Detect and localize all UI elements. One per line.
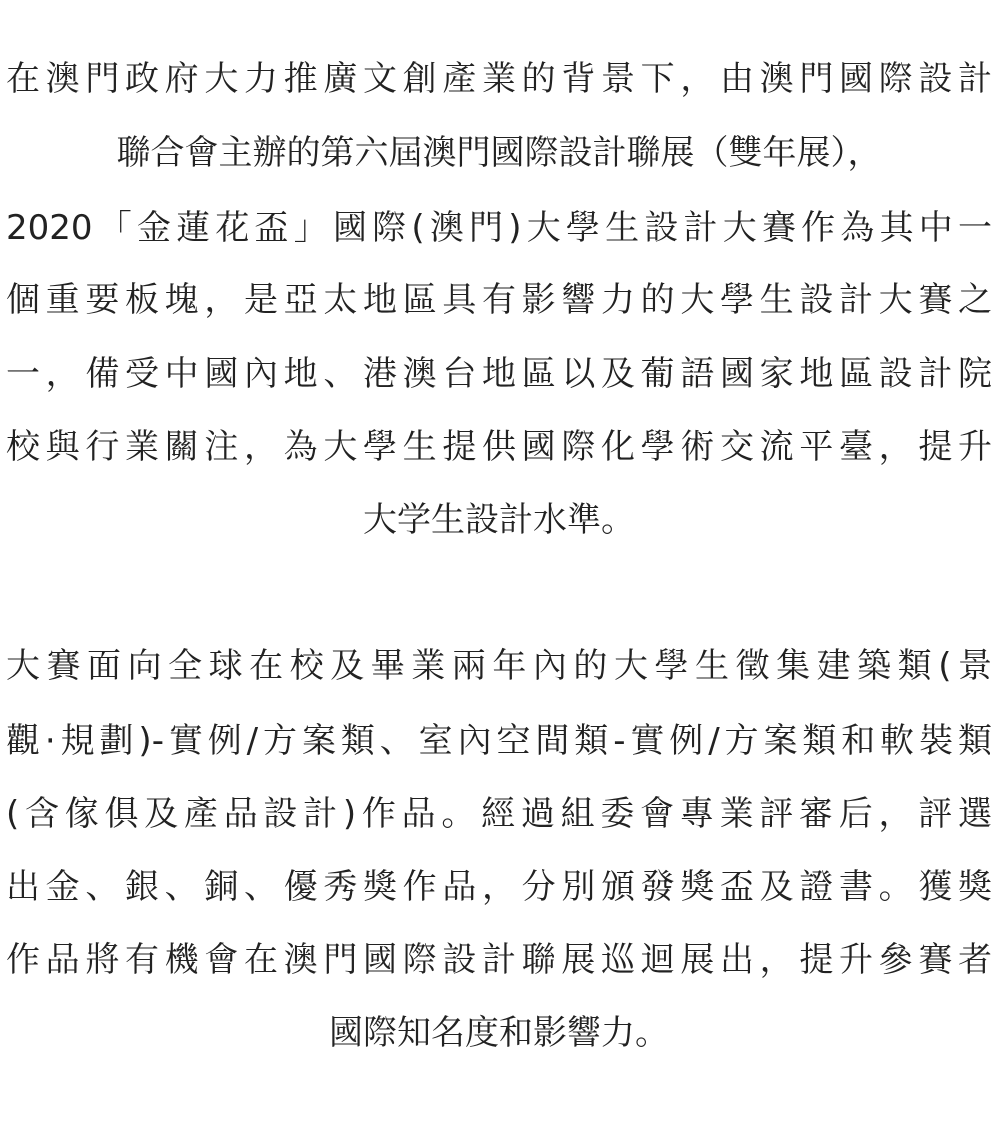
text-line: 大賽面向全球在校及畢業兩年內的大學生徵集建築類(景 (6, 646, 992, 686)
text-line: 個重要板塊，是亞太地區具有影響力的大學生設計大賽之 (6, 280, 992, 320)
text-line: 聯合會主辦的第六屆澳門國際設計聯展（雙年展）， (116, 133, 882, 173)
text-line: 作品將有機會在澳門國際設計聯展巡迴展出，提升參賽者 (6, 940, 992, 980)
text-line: 大学生設計水準。 (363, 500, 635, 540)
text-line: 出金、銀、銅、優秀獎作品，分別頒發獎盃及證書。獲獎 (6, 867, 992, 907)
text-line: 校與行業關注，為大學生提供國際化學術交流平臺，提升 (6, 427, 992, 467)
text-line: 一，備受中國內地、港澳台地區以及葡語國家地區設計院 (6, 354, 992, 394)
text-line: 在澳門政府大力推廣文創產業的背景下，由澳門國際設計 (6, 59, 992, 99)
text-line: 2020「金蓮花盃」國際(澳門)大學生設計大賽作為其中一 (6, 208, 992, 248)
text-line: 國際知名度和影響力。 (329, 1013, 669, 1053)
text-line: 觀·規劃)-實例/方案類、室內空間類-實例/方案類和軟裝類 (6, 721, 992, 761)
text-line: (含傢俱及產品設計)作品。經過組委會專業評審后，評選 (6, 794, 992, 834)
